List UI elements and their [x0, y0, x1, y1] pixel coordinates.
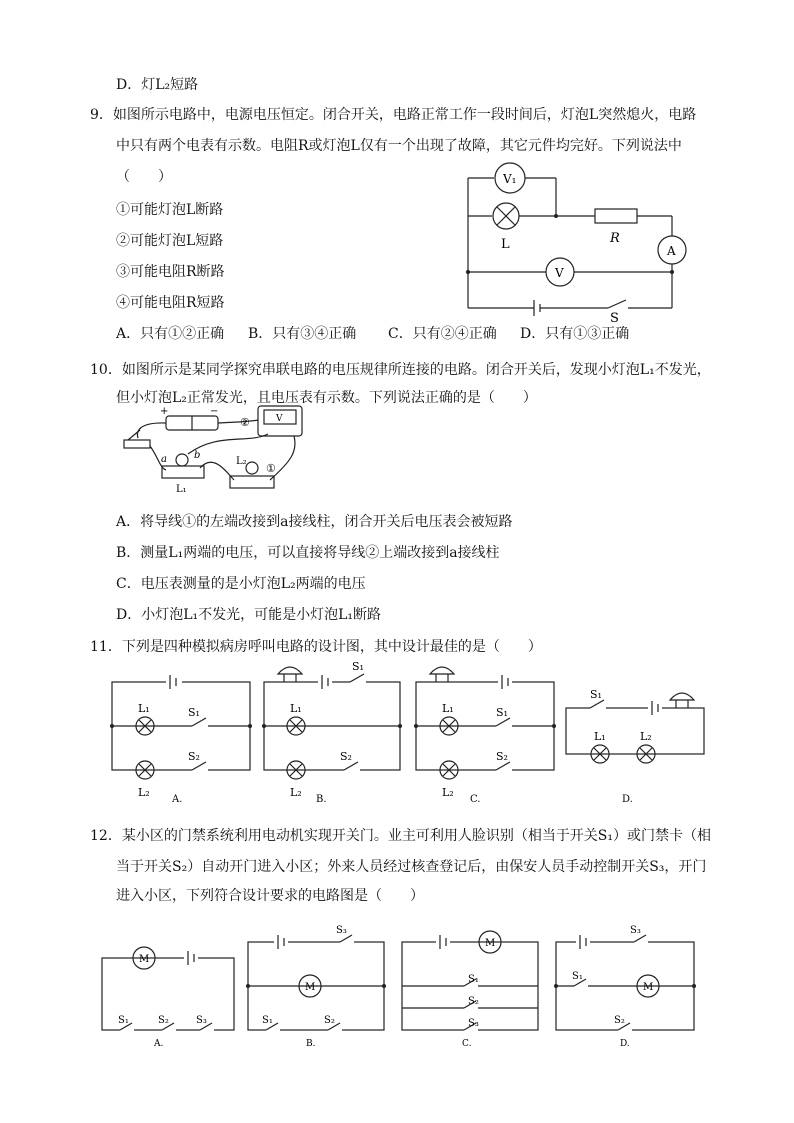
- q9-item-3: ③可能电阻R断路: [116, 264, 225, 280]
- svg-text:S₁: S₁: [352, 660, 364, 673]
- svg-text:S₁: S₁: [262, 1015, 273, 1026]
- q9-item-1: ①可能灯泡L断路: [116, 202, 224, 218]
- lamp-l1-board: [162, 466, 204, 478]
- resistor-r-icon: [595, 209, 637, 223]
- q11-diagram-b: [262, 660, 402, 805]
- svg-text:A.: A.: [172, 794, 183, 805]
- svg-text:A.: A.: [154, 1039, 164, 1049]
- q12-text-line2: 当于开关S₂）自动开门进入小区；外来人员经过核查登记后，由保安人员手动控制开关S₃，开门: [116, 859, 707, 875]
- q12-text-line1: 12．某小区的门禁系统利用电动机实现开关门。业主可利用人脸识别（相当于开关S₁）或门禁卡（相: [90, 828, 712, 844]
- svg-text:S₂: S₂: [158, 1015, 169, 1026]
- q11-diagram-d: [566, 688, 704, 805]
- switch-icon: [124, 440, 150, 448]
- bell-icon: [670, 693, 694, 708]
- q9-option-d: D．只有①③正确: [520, 326, 630, 342]
- resistor-r-label: R: [610, 231, 620, 246]
- svg-text:L₂: L₂: [236, 456, 247, 467]
- svg-text:S₃: S₃: [336, 925, 347, 936]
- v1-label: V₁: [503, 172, 517, 186]
- svg-text:+: +: [160, 406, 169, 417]
- q9-item-2: ②可能灯泡L短路: [116, 233, 224, 249]
- q10-option-c: C．电压表测量的是小灯泡L₂两端的电压: [116, 576, 366, 592]
- q10-option-a: A．将导线①的左端改接到a接线柱，闭合开关后电压表会被短路: [116, 514, 513, 530]
- q12-diagram-c: [402, 931, 538, 1049]
- q9-text-line2: 中只有两个电表有示数。电阻R或灯泡L仅有一个出现了故障，其它元件均完好。下列说法中: [116, 138, 682, 154]
- q9-bracket: （ ）: [116, 169, 172, 185]
- svg-text:S₁: S₁: [118, 1015, 129, 1026]
- svg-text:L₂: L₂: [640, 730, 652, 743]
- lamp-l1-icon: [176, 454, 188, 466]
- svg-text:b: b: [194, 450, 201, 461]
- q10-text-line1: 10．如图所示是某同学探究串联电路的电压规律所连接的电路。闭合开关后，发现小灯泡L₁不发光，: [90, 362, 711, 378]
- q11-diagram-c: [414, 667, 556, 805]
- svg-text:S₂: S₂: [614, 1015, 625, 1026]
- q10-option-b: B．测量L₁两端的电压，可以直接将导线②上端改接到a接线柱: [116, 545, 500, 561]
- q9-circuit-diagram: [460, 160, 700, 325]
- svg-text:a: a: [161, 454, 167, 465]
- bell-icon: [430, 667, 454, 682]
- q12-diagram-a: [102, 947, 234, 1049]
- lamp-l-label: L: [501, 237, 510, 252]
- switch-s-label: S: [610, 311, 619, 326]
- svg-text:S₃: S₃: [468, 1018, 479, 1029]
- ammeter-label: A: [667, 244, 676, 258]
- svg-text:D.: D.: [620, 1039, 630, 1049]
- q9-text-line1: 9．如图所示电路中，电源电压恒定。闭合开关，电路正常工作一段时间后，灯泡L突然熄火，电路: [90, 107, 697, 123]
- svg-text:S₁: S₁: [188, 706, 200, 719]
- svg-text:S₂: S₂: [468, 996, 479, 1007]
- svg-text:M: M: [485, 938, 496, 949]
- svg-text:S₂: S₂: [324, 1015, 335, 1026]
- q12-text-line3: 进入小区，下列符合设计要求的电路图是（ ）: [116, 888, 424, 904]
- svg-text:M: M: [643, 982, 654, 993]
- svg-text:S₂: S₂: [340, 750, 352, 763]
- svg-text:C.: C.: [462, 1039, 472, 1049]
- q9-option-a: A．只有①②正确: [116, 326, 225, 342]
- q9-option-c: C．只有②④正确: [388, 326, 497, 342]
- lamp-l2-icon: [246, 462, 258, 474]
- svg-text:S₁: S₁: [496, 706, 508, 719]
- svg-text:L₁: L₁: [290, 702, 302, 715]
- svg-text:S₂: S₂: [496, 750, 508, 763]
- lamp-l2-board: [230, 476, 274, 488]
- q12-circuit-diagrams: [96, 920, 706, 1055]
- svg-text:S₂: S₂: [188, 750, 200, 763]
- q12-diagram-d: [554, 925, 696, 1049]
- svg-text:B.: B.: [306, 1039, 316, 1049]
- svg-text:S₁: S₁: [572, 971, 583, 982]
- svg-text:L₁: L₁: [594, 730, 606, 743]
- svg-text:L₁: L₁: [176, 484, 187, 495]
- svg-text:V: V: [276, 414, 283, 424]
- svg-text:S₁: S₁: [590, 688, 602, 701]
- svg-text:C.: C.: [470, 794, 481, 805]
- svg-text:L₂: L₂: [442, 786, 454, 799]
- svg-text:S₃: S₃: [196, 1015, 207, 1026]
- q11-diagram-a: [110, 675, 252, 805]
- svg-text:−: −: [210, 406, 219, 417]
- switch-s-icon: [608, 300, 626, 308]
- svg-text:S₃: S₃: [630, 925, 641, 936]
- q12-diagram-b: [246, 925, 386, 1049]
- svg-text:①: ①: [266, 462, 276, 475]
- svg-text:L₁: L₁: [442, 702, 454, 715]
- svg-text:②: ②: [240, 416, 250, 429]
- svg-text:M: M: [305, 982, 316, 993]
- q11-text: 11．下列是四种模拟病房呼叫电路的设计图，其中设计最佳的是（ ）: [90, 639, 542, 655]
- q8-option-d: D．灯L₂短路: [116, 77, 199, 93]
- bell-icon: [278, 667, 302, 682]
- svg-text:M: M: [139, 954, 150, 965]
- q10-physical-circuit: [118, 402, 308, 502]
- q9-item-4: ④可能电阻R短路: [116, 295, 225, 311]
- svg-text:S₁: S₁: [468, 974, 479, 985]
- q10-text-line2: 但小灯泡L₂正常发光，且电压表有示数。下列说法正确的是（ ）: [116, 390, 537, 406]
- svg-text:D.: D.: [622, 794, 633, 805]
- svg-text:L₂: L₂: [290, 786, 302, 799]
- svg-text:L₂: L₂: [138, 786, 150, 799]
- q11-circuit-diagrams: [100, 660, 710, 810]
- svg-text:B.: B.: [316, 794, 327, 805]
- q9-option-b: B．只有③④正确: [248, 326, 357, 342]
- svg-text:L₁: L₁: [138, 702, 150, 715]
- q10-option-d: D．小灯泡L₁不发光，可能是小灯泡L₁断路: [116, 607, 382, 623]
- voltmeter-v-label: V: [555, 266, 564, 280]
